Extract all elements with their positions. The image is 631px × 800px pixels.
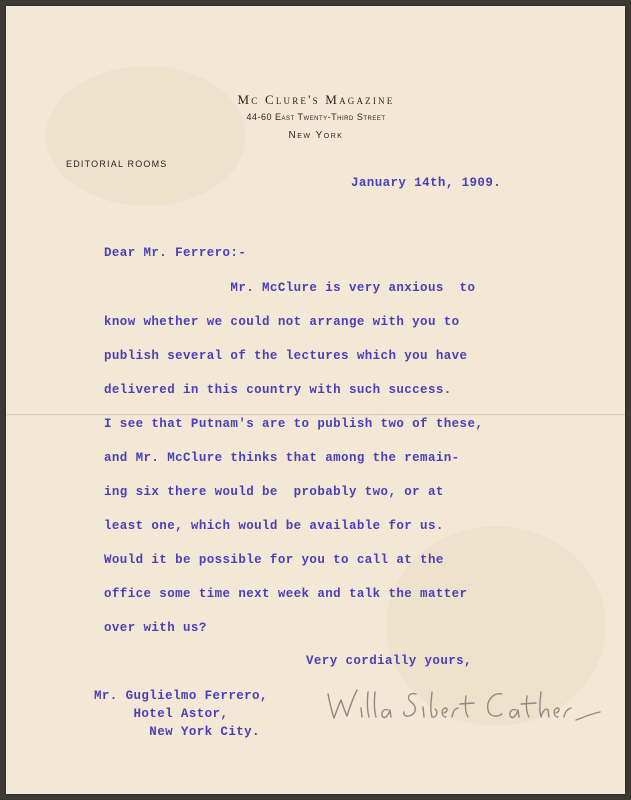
letterhead-city: New York xyxy=(288,130,344,141)
body-line: know whether we could not arrange with you to xyxy=(104,315,460,329)
body-line: least one, which would be available for us. xyxy=(104,519,444,533)
letterhead-address: 44-60 East Twenty-Third Street xyxy=(246,112,386,122)
letter-closing: Very cordially yours, xyxy=(306,654,472,668)
body-line: publish several of the lectures which you have xyxy=(104,349,468,363)
letter-salutation: Dear Mr. Ferrero:- xyxy=(104,246,247,260)
recipient-name: Mr. Guglielmo Ferrero, xyxy=(94,689,268,703)
body-line: over with us? xyxy=(104,621,207,635)
paper-fold-line xyxy=(6,414,625,416)
body-line: delivered in this country with such success. xyxy=(104,383,452,397)
recipient-hotel: Hotel Astor, xyxy=(94,707,229,721)
body-line: office some time next week and talk the matter xyxy=(104,587,468,601)
editorial-rooms-label: EDITORIAL ROOMS xyxy=(66,159,168,169)
handwritten-signature xyxy=(324,684,609,728)
letter-date: January 14th, 1909. xyxy=(351,176,502,190)
letter-paper xyxy=(6,6,625,794)
body-line: Would it be possible for you to call at the xyxy=(104,553,444,567)
body-line: Mr. McClure is very anxious to xyxy=(104,281,476,295)
body-line: I see that Putnam's are to publish two of these, xyxy=(104,417,484,431)
body-line: and Mr. McClure thinks that among the remain- xyxy=(104,451,460,465)
recipient-city: New York City. xyxy=(94,725,260,739)
letterhead-title: Mc Clure's Magazine xyxy=(237,92,395,107)
body-line: ing six there would be probably two, or at xyxy=(104,485,444,499)
